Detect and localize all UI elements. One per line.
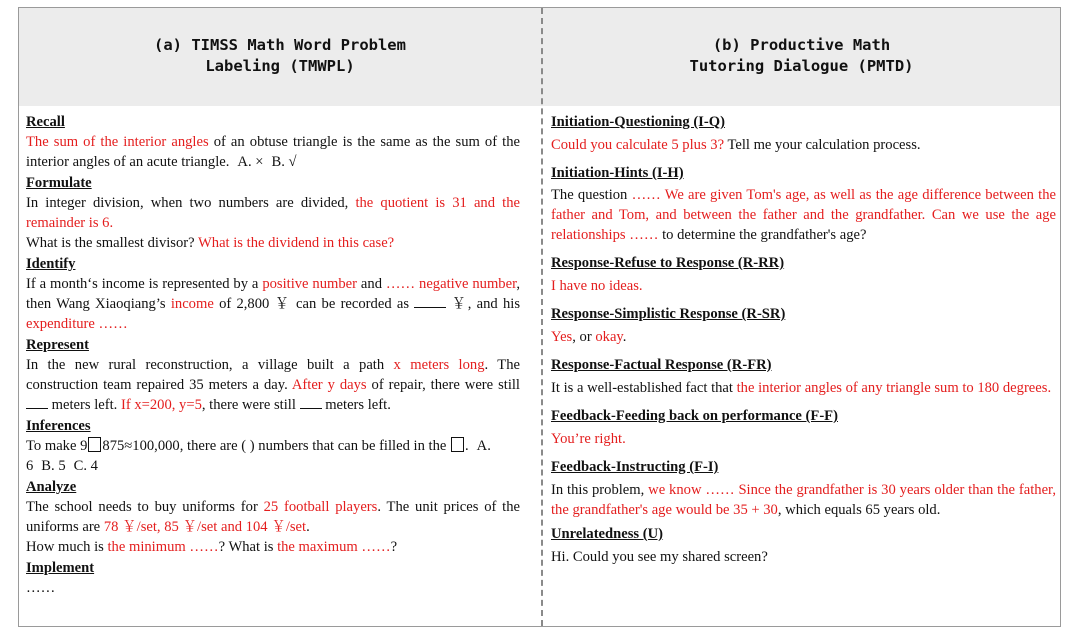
section-heading: Initiation-Questioning (I-Q) xyxy=(551,114,725,130)
section-heading: Feedback-Feeding back on performance (F-F) xyxy=(551,408,838,424)
section-heading: Unrelatedness (U) xyxy=(551,526,664,542)
section-text: It is a well-established fact that the interior angles of any triangle sum to 180 degrees. xyxy=(551,380,1052,396)
section-text: Yes, or okay. xyxy=(551,329,627,345)
digit-box xyxy=(88,437,101,452)
section-implement xyxy=(26,558,520,598)
right-column-title: (b) Productive Math Tutoring Dialogue (PMTD) xyxy=(689,36,914,75)
section-text: The question …… We are given Tom's age, as well as the age difference between the father and Tom, and between the father and the grandfather. Can we use the age relationships …… to determine the grandfather's age? xyxy=(551,187,1056,243)
section-text: I have no ideas. xyxy=(551,278,643,294)
left-column-title: (a) TIMSS Math Word Problem Labeling (TMWPL) xyxy=(154,36,406,75)
section-text: To make 9 875≈100,000, there are ( ) numbers that can be filled in the . A. 6 B. 5 C. 4 xyxy=(26,438,491,474)
section-heading: Recall xyxy=(26,114,65,130)
left-column xyxy=(26,112,520,599)
section-unrelatedness xyxy=(551,524,1056,567)
section-initiation-hints xyxy=(551,163,1056,245)
section-simplistic-response xyxy=(551,304,1056,347)
section-text: What is the smallest divisor? What is the dividend in this case? xyxy=(26,235,395,251)
section-identify xyxy=(26,254,520,334)
section-heading: Inferences xyxy=(26,418,91,434)
figure-frame xyxy=(18,7,1061,627)
section-heading: Identify xyxy=(26,256,76,272)
section-heading: Feedback-Instructing (F-I) xyxy=(551,459,719,475)
right-column xyxy=(551,112,1056,568)
section-text: In the new rural reconstruction, a village built a path x meters long. The construction team repaired 35 meters a day. After y days of repair, there were still meters left. If x=200, y=5, there were still meters left. xyxy=(26,357,520,413)
section-heading: Response-Factual Response (R-FR) xyxy=(551,357,772,373)
section-text: If a month‘s income is represented by a positive number and …… negative number, then Wang Xiaoqiang’s income of 2,800 ￥ can be recorded as ￥, and his expenditure …… xyxy=(26,276,521,332)
digit-box xyxy=(451,437,464,452)
section-heading: Implement xyxy=(26,560,95,576)
section-text: Hi. Could you see my shared screen? xyxy=(551,549,768,565)
section-text: You’re right. xyxy=(551,431,626,447)
column-divider xyxy=(541,8,543,626)
section-heading: Initiation-Hints (I-H) xyxy=(551,165,684,181)
answer-blank xyxy=(414,295,446,308)
section-text: The sum of the interior angles of an obtuse triangle is the same as the sum of the interior angles of an acute triangle. A. × B. √ xyxy=(26,134,520,170)
section-heading: Represent xyxy=(26,337,89,353)
section-represent xyxy=(26,335,520,415)
section-text: …… xyxy=(26,580,56,596)
section-text: The school needs to buy uniforms for 25 football players. The unit prices of the uniforms are 78 ￥/set, 85 ￥/set and 104 ￥/set. xyxy=(26,499,520,535)
section-heading: Response-Refuse to Response (R-RR) xyxy=(551,255,785,271)
section-inferences xyxy=(26,416,520,476)
section-analyze xyxy=(26,477,520,557)
section-refuse-response xyxy=(551,253,1056,296)
answer-blank xyxy=(300,396,322,409)
section-text: In integer division, when two numbers are divided, the quotient is 31 and the remainder is 6. xyxy=(26,195,520,231)
section-heading: Response-Simplistic Response (R-SR) xyxy=(551,306,786,322)
section-feedback-performance xyxy=(551,406,1056,449)
section-heading: Analyze xyxy=(26,479,77,495)
section-feedback-instructing xyxy=(551,457,1056,520)
section-heading: Formulate xyxy=(26,175,92,191)
section-formulate xyxy=(26,173,520,253)
section-text: Could you calculate 5 plus 3? Tell me your calculation process. xyxy=(551,137,921,153)
section-initiation-questioning xyxy=(551,112,1056,155)
section-factual-response xyxy=(551,355,1056,398)
section-recall xyxy=(26,112,520,172)
section-text: In this problem, we know …… Since the grandfather is 30 years older than the father, the grandfather's age would be 35 + 30, which equals 65 years old. xyxy=(551,482,1056,518)
section-text: How much is the minimum ……? What is the maximum ……? xyxy=(26,539,398,555)
answer-blank xyxy=(26,396,48,409)
